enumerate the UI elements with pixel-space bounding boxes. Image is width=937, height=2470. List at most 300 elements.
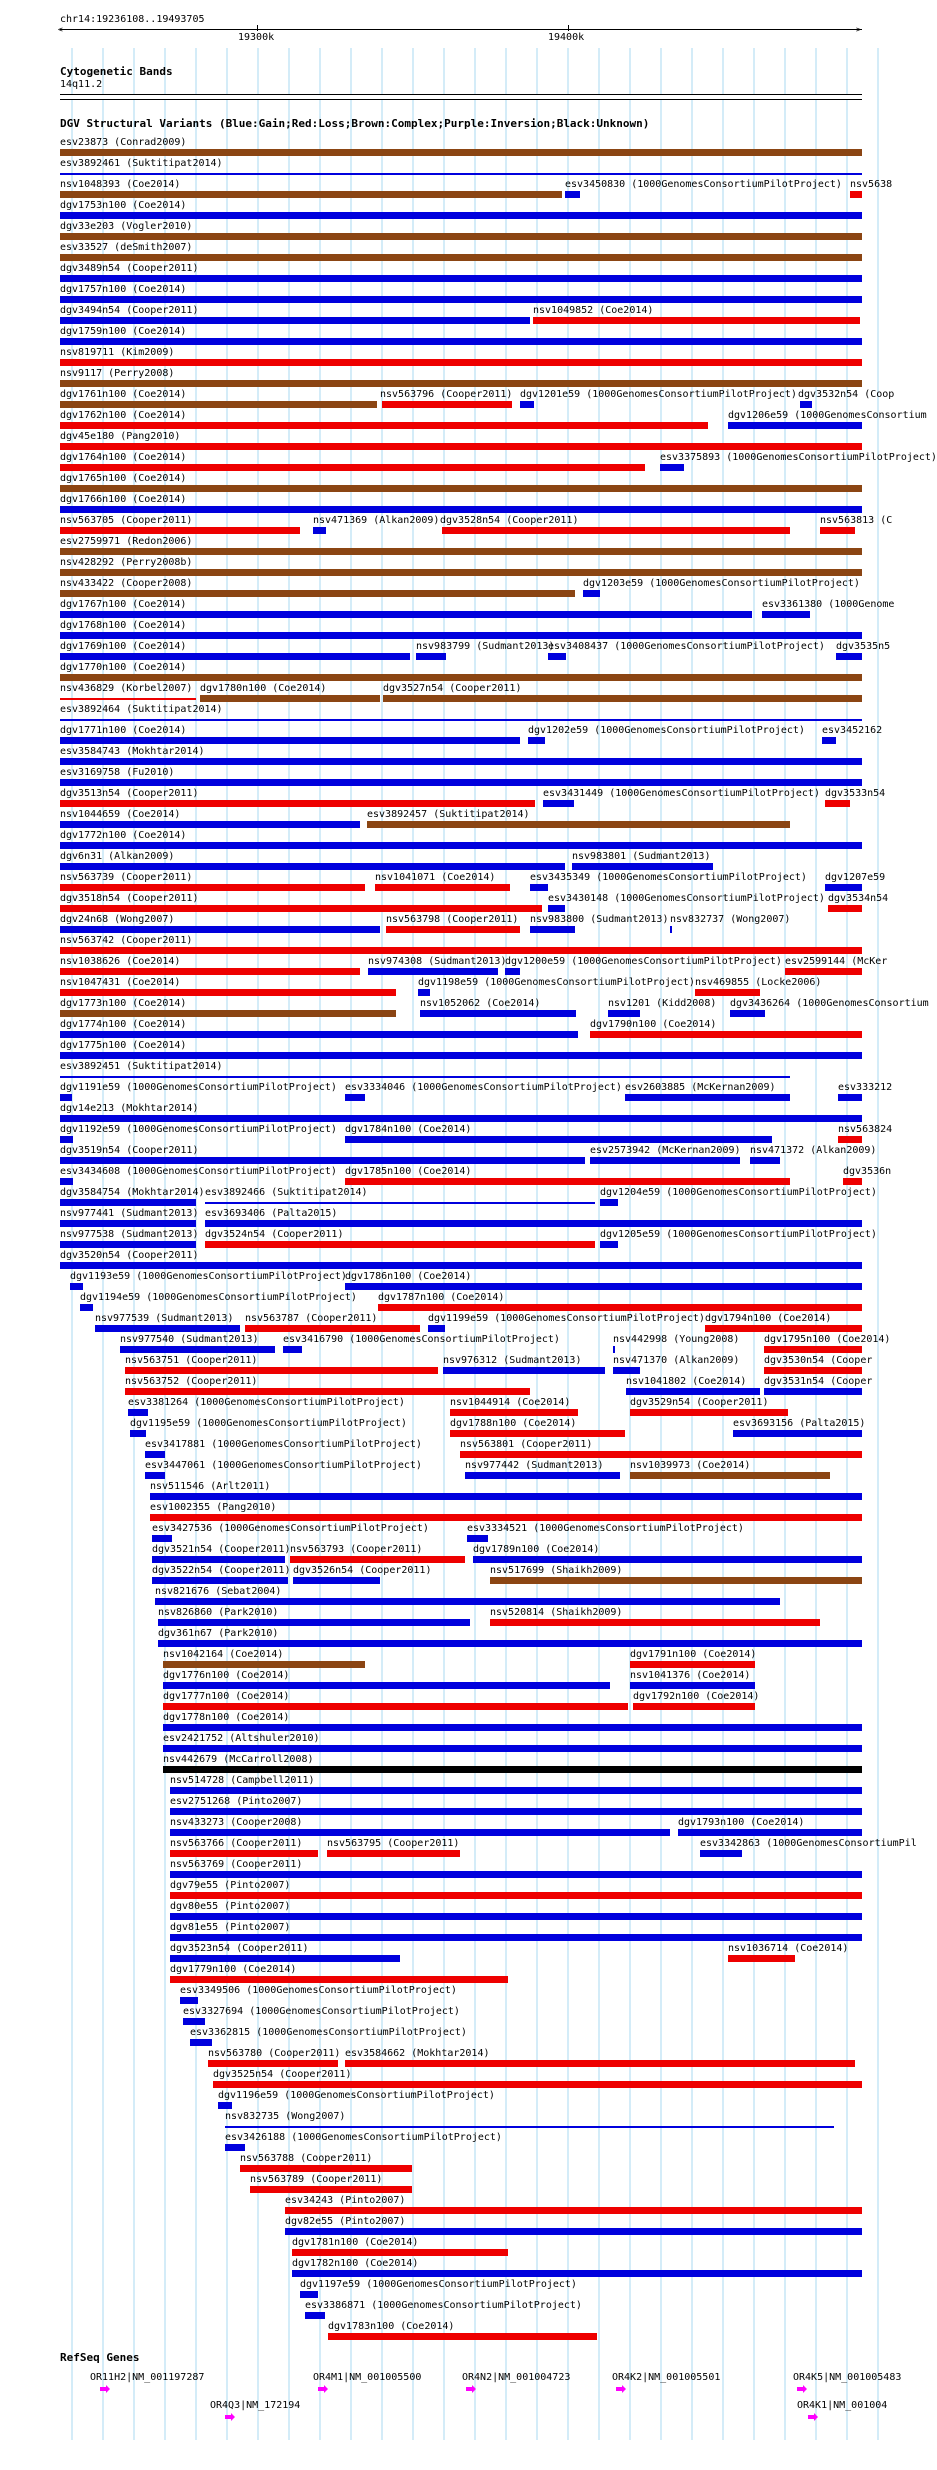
variant-bar-gain[interactable] [60, 719, 862, 721]
variant-label[interactable]: dgv3530n54 (Cooper [764, 1355, 873, 1366]
variant-bar-gain[interactable] [836, 653, 862, 660]
variant-label[interactable]: nsv471372 (Alkan2009) [750, 1145, 877, 1156]
variant-bar-gain[interactable] [225, 2126, 834, 2128]
variant-bar-gain[interactable] [733, 1430, 862, 1437]
variant-bar-gain[interactable] [822, 737, 836, 744]
variant-bar-loss[interactable] [60, 443, 862, 450]
variant-bar-loss[interactable] [60, 800, 535, 807]
variant-bar-gain[interactable] [825, 884, 862, 891]
variant-bar-loss[interactable] [378, 1304, 862, 1311]
variant-bar-gain[interactable] [60, 821, 360, 828]
variant-label[interactable]: nsv977540 (Sudmant2013) [120, 1334, 259, 1345]
variant-bar-gain[interactable] [473, 1556, 862, 1563]
variant-bar-gain[interactable] [800, 401, 812, 408]
variant-bar-loss[interactable] [290, 1556, 465, 1563]
variant-bar-complex[interactable] [383, 695, 862, 702]
variant-label[interactable]: nsv1048393 (Coe2014) [60, 179, 181, 190]
variant-label[interactable]: dgv1764n100 (Coe2014) [60, 452, 187, 463]
variant-bar-gain[interactable] [60, 1178, 73, 1185]
variant-bar-gain[interactable] [293, 1577, 380, 1584]
variant-label[interactable]: nsv563769 (Cooper2011) [170, 1859, 303, 1870]
variant-bar-gain[interactable] [60, 1136, 73, 1143]
variant-label[interactable]: dgv1788n100 (Coe2014) [450, 1418, 577, 1429]
variant-bar-loss[interactable] [850, 191, 862, 198]
variant-label[interactable]: nsv983799 (Sudmant2013) [416, 641, 555, 652]
variant-label[interactable]: dgv1776n100 (Coe2014) [163, 1670, 290, 1681]
variant-label[interactable]: nsv563752 (Cooper2011) [125, 1376, 258, 1387]
variant-bar-loss[interactable] [205, 1241, 595, 1248]
variant-bar-gain[interactable] [418, 989, 430, 996]
variant-label[interactable]: dgv1769n100 (Coe2014) [60, 641, 187, 652]
variant-label[interactable]: nsv983800 (Sudmant2013) [530, 914, 669, 925]
variant-label[interactable]: nsv520814 (Shaikh2009) [490, 1607, 623, 1618]
variant-bar-loss[interactable] [705, 1325, 862, 1332]
variant-bar-gain[interactable] [60, 632, 862, 639]
variant-bar-loss[interactable] [170, 1976, 508, 1983]
variant-bar-gain[interactable] [630, 1682, 755, 1689]
variant-bar-gain[interactable] [838, 1094, 862, 1101]
variant-label[interactable]: dgv3527n54 (Cooper2011) [383, 683, 522, 694]
variant-bar-loss[interactable] [60, 968, 360, 975]
variant-bar-loss[interactable] [450, 1409, 578, 1416]
variant-label[interactable]: nsv976312 (Sudmant2013) [443, 1355, 582, 1366]
variant-bar-gain[interactable] [60, 1076, 790, 1078]
variant-label[interactable]: dgv1766n100 (Coe2014) [60, 494, 187, 505]
variant-bar-gain[interactable] [730, 1010, 765, 1017]
variant-bar-gain[interactable] [60, 863, 565, 870]
variant-bar-gain[interactable] [60, 296, 862, 303]
variant-bar-gain[interactable] [170, 1871, 862, 1878]
variant-bar-gain[interactable] [345, 1094, 365, 1101]
variant-bar-loss[interactable] [442, 527, 790, 534]
variant-label[interactable]: dgv1753n100 (Coe2014) [60, 200, 187, 211]
variant-bar-gain[interactable] [520, 401, 534, 408]
variant-label[interactable]: dgv1791n100 (Coe2014) [630, 1649, 757, 1660]
variant-label[interactable]: dgv1782n100 (Coe2014) [292, 2258, 419, 2269]
variant-label[interactable]: esv2603885 (McKernan2009) [625, 1082, 776, 1093]
variant-label[interactable]: nsv977538 (Sudmant2013) [60, 1229, 199, 1240]
variant-bar-gain[interactable] [80, 1304, 93, 1311]
variant-label[interactable]: dgv1785n100 (Coe2014) [345, 1166, 472, 1177]
variant-label[interactable]: nsv983801 (Sudmant2013) [572, 851, 711, 862]
variant-bar-gain[interactable] [163, 1724, 862, 1731]
variant-bar-gain[interactable] [60, 212, 862, 219]
variant-bar-gain[interactable] [292, 2270, 862, 2277]
variant-bar-loss[interactable] [170, 1850, 318, 1857]
variant-bar-gain[interactable] [300, 2291, 318, 2298]
variant-label[interactable]: dgv1775n100 (Coe2014) [60, 1040, 187, 1051]
variant-bar-gain[interactable] [670, 926, 672, 933]
variant-bar-gain[interactable] [613, 1346, 615, 1353]
variant-bar-loss[interactable] [590, 1031, 862, 1038]
variant-label[interactable]: esv3430148 (1000GenomesConsortiumPilotProject) [548, 893, 825, 904]
variant-label[interactable]: dgv1779n100 (Coe2014) [170, 1964, 297, 1975]
variant-label[interactable]: nsv821676 (Sebat2004) [155, 1586, 282, 1597]
variant-bar-gain[interactable] [60, 653, 410, 660]
variant-label[interactable]: nsv826860 (Park2010) [158, 1607, 279, 1618]
variant-label[interactable]: dgv1774n100 (Coe2014) [60, 1019, 187, 1030]
variant-label[interactable]: dgv3584754 (Mokhtar2014) [60, 1187, 205, 1198]
variant-label[interactable]: nsv1052062 (Coe2014) [420, 998, 541, 1009]
variant-label[interactable]: dgv1780n100 (Coe2014) [200, 683, 327, 694]
variant-bar-complex[interactable] [60, 254, 862, 261]
variant-bar-complex[interactable] [60, 191, 562, 198]
variant-bar-gain[interactable] [170, 1808, 862, 1815]
variant-bar-gain[interactable] [565, 191, 580, 198]
variant-bar-loss[interactable] [820, 527, 855, 534]
variant-bar-gain[interactable] [170, 1955, 400, 1962]
variant-label[interactable]: dgv1203e59 (1000GenomesConsortiumPilotProject) [583, 578, 860, 589]
variant-bar-loss[interactable] [764, 1346, 862, 1353]
variant-label[interactable]: nsv511546 (Arlt2011) [150, 1481, 271, 1492]
cyto-band-bar[interactable] [60, 94, 862, 100]
variant-label[interactable]: dgv1789n100 (Coe2014) [473, 1544, 600, 1555]
variant-bar-gain[interactable] [583, 590, 600, 597]
variant-label[interactable]: nsv9117 (Perry2008) [60, 368, 175, 379]
variant-bar-gain[interactable] [728, 422, 770, 429]
variant-bar-loss[interactable] [170, 1892, 862, 1899]
variant-bar-gain[interactable] [60, 275, 862, 282]
variant-bar-gain[interactable] [60, 1220, 196, 1227]
variant-bar-gain[interactable] [420, 1010, 576, 1017]
variant-label[interactable]: dgv81e55 (Pinto2007) [170, 1922, 291, 1933]
variant-bar-gain[interactable] [572, 863, 713, 870]
variant-label[interactable]: nsv1044914 (Coe2014) [450, 1397, 571, 1408]
variant-bar-gain[interactable] [218, 2102, 232, 2109]
variant-label[interactable]: esv33527 (deSmith2007) [60, 242, 193, 253]
variant-label[interactable]: nsv1044659 (Coe2014) [60, 809, 181, 820]
variant-label[interactable]: dgv1765n100 (Coe2014) [60, 473, 187, 484]
variant-bar-loss[interactable] [633, 1703, 755, 1710]
gene-glyph[interactable] [466, 2385, 476, 2393]
refseq-track-title[interactable]: RefSeq Genes [60, 2351, 140, 2364]
variant-bar-gain[interactable] [152, 1535, 172, 1542]
variant-label[interactable]: dgv1794n100 (Coe2014) [705, 1313, 832, 1324]
variant-label[interactable]: esv3892466 (Suktitipat2014) [205, 1187, 368, 1198]
variant-label[interactable]: dgv1205e59 (1000GenomesConsortiumPilotProject) [600, 1229, 877, 1240]
variant-label[interactable]: dgv3532n54 (Coop [798, 389, 895, 400]
variant-bar-gain[interactable] [305, 2312, 325, 2319]
variant-bar-gain[interactable] [163, 1745, 862, 1752]
variant-bar-unknown[interactable] [163, 1766, 862, 1773]
variant-bar-loss[interactable] [490, 1619, 820, 1626]
variant-label[interactable]: esv3381264 (1000GenomesConsortiumPilotProject) [128, 1397, 405, 1408]
variant-bar-gain[interactable] [283, 1346, 302, 1353]
variant-label[interactable]: dgv1202e59 (1000GenomesConsortiumPilotProject) [528, 725, 805, 736]
variant-bar-gain[interactable] [60, 1115, 862, 1122]
variant-label[interactable]: esv3693406 (Palta2015) [205, 1208, 338, 1219]
variant-label[interactable]: nsv471369 (Alkan2009) [313, 515, 440, 526]
variant-label[interactable]: esv2759971 (Redon2006) [60, 536, 193, 547]
variant-bar-gain[interactable] [145, 1472, 165, 1479]
variant-label[interactable]: dgv1781n100 (Coe2014) [292, 2237, 419, 2248]
variant-label[interactable]: nsv1047431 (Coe2014) [60, 977, 181, 988]
variant-label[interactable]: nsv977441 (Sudmant2013) [60, 1208, 199, 1219]
variant-bar-loss[interactable] [125, 1367, 438, 1374]
variant-bar-gain[interactable] [183, 2018, 205, 2025]
variant-label[interactable]: esv3693156 (Palta2015) [733, 1418, 866, 1429]
variant-bar-complex[interactable] [60, 674, 862, 681]
variant-bar-gain[interactable] [505, 968, 520, 975]
variant-bar-gain[interactable] [626, 1388, 760, 1395]
variant-label[interactable]: nsv563766 (Cooper2011) [170, 1838, 303, 1849]
variant-label[interactable]: nsv1039973 (Coe2014) [630, 1460, 751, 1471]
variant-bar-loss[interactable] [375, 884, 510, 891]
variant-label[interactable]: dgv14e213 (Mokhtar2014) [60, 1103, 199, 1114]
variant-bar-gain[interactable] [205, 1220, 862, 1227]
variant-label[interactable]: esv3452162 [822, 725, 883, 736]
variant-bar-gain[interactable] [60, 779, 862, 786]
variant-bar-loss[interactable] [60, 359, 862, 366]
variant-bar-loss[interactable] [695, 989, 760, 996]
variant-bar-loss[interactable] [828, 905, 862, 912]
variant-label[interactable]: dgv1767n100 (Coe2014) [60, 599, 187, 610]
variant-label[interactable]: dgv1787n100 (Coe2014) [378, 1292, 505, 1303]
variant-label[interactable]: nsv442679 (McCarroll2008) [163, 1754, 314, 1765]
variant-label[interactable]: nsv563795 (Cooper2011) [327, 1838, 460, 1849]
variant-bar-gain[interactable] [762, 611, 810, 618]
variant-bar-gain[interactable] [150, 1493, 862, 1500]
variant-bar-gain[interactable] [60, 1052, 862, 1059]
variant-bar-loss[interactable] [630, 1409, 788, 1416]
variant-label[interactable]: dgv1757n100 (Coe2014) [60, 284, 187, 295]
variant-bar-complex[interactable] [60, 233, 862, 240]
variant-label[interactable]: dgv1204e59 (1000GenomesConsortiumPilotProject) [600, 1187, 877, 1198]
variant-label[interactable]: esv3334521 (1000GenomesConsortiumPilotProject) [467, 1523, 744, 1534]
gene-label[interactable]: OR4K1|NM_001004 [797, 2400, 888, 2411]
variant-label[interactable]: esv1002355 (Pang2010) [150, 1502, 277, 1513]
variant-bar-gain[interactable] [467, 1535, 488, 1542]
variant-label[interactable]: esv3342863 (1000GenomesConsortiumPil [700, 1838, 917, 1849]
variant-label[interactable]: dgv1759n100 (Coe2014) [60, 326, 187, 337]
variant-bar-gain[interactable] [60, 758, 862, 765]
variant-bar-loss[interactable] [838, 1136, 862, 1143]
variant-bar-gain[interactable] [60, 317, 530, 324]
variant-label[interactable]: nsv5638 [850, 179, 893, 190]
variant-bar-gain[interactable] [60, 1199, 196, 1206]
variant-bar-complex[interactable] [60, 1010, 396, 1017]
variant-bar-gain[interactable] [678, 1829, 862, 1836]
variant-label[interactable]: dgv1193e59 (1000GenomesConsortiumPilotProject) [70, 1271, 347, 1282]
variant-label[interactable]: dgv1761n100 (Coe2014) [60, 389, 187, 400]
variant-bar-gain[interactable] [548, 653, 566, 660]
variant-label[interactable]: nsv563780 (Cooper2011) [208, 2048, 341, 2059]
variant-bar-gain[interactable] [60, 842, 862, 849]
variant-bar-complex[interactable] [200, 695, 380, 702]
variant-bar-gain[interactable] [60, 926, 380, 933]
variant-bar-loss[interactable] [240, 2165, 412, 2172]
variant-label[interactable]: esv3447061 (1000GenomesConsortiumPilotProject) [145, 1460, 422, 1471]
gene-label[interactable]: OR4K5|NM_001005483 [793, 2372, 902, 2383]
variant-label[interactable]: dgv33e203 (Vogler2010) [60, 221, 193, 232]
variant-bar-gain[interactable] [416, 653, 446, 660]
variant-label[interactable]: nsv1042164 (Coe2014) [163, 1649, 284, 1660]
variant-label[interactable]: dgv3533n54 [825, 788, 886, 799]
variant-bar-gain[interactable] [345, 1136, 772, 1143]
variant-bar-loss[interactable] [345, 1178, 790, 1185]
variant-label[interactable]: esv3427536 (1000GenomesConsortiumPilotProject) [152, 1523, 429, 1534]
variant-label[interactable]: nsv428292 (Perry2008b) [60, 557, 193, 568]
variant-bar-gain[interactable] [60, 1262, 862, 1269]
variant-label[interactable]: dgv6n31 (Alkan2009) [60, 851, 175, 862]
variant-bar-gain[interactable] [130, 1430, 146, 1437]
variant-label[interactable]: dgv45e180 (Pang2010) [60, 431, 181, 442]
variant-bar-gain[interactable] [465, 1472, 620, 1479]
variant-bar-gain[interactable] [750, 1157, 780, 1164]
variant-label[interactable]: dgv1192e59 (1000GenomesConsortiumPilotProject) [60, 1124, 337, 1135]
variant-bar-gain[interactable] [530, 926, 575, 933]
variant-bar-gain[interactable] [152, 1556, 285, 1563]
variant-bar-gain[interactable] [660, 464, 684, 471]
gene-glyph[interactable] [318, 2385, 328, 2393]
variant-label[interactable]: dgv1771n100 (Coe2014) [60, 725, 187, 736]
variant-bar-gain[interactable] [158, 1619, 470, 1626]
variant-bar-complex[interactable] [60, 590, 575, 597]
variant-label[interactable]: nsv469855 (Locke2006) [695, 977, 822, 988]
variant-bar-loss[interactable] [450, 1430, 625, 1437]
variant-label[interactable]: dgv1783n100 (Coe2014) [328, 2321, 455, 2332]
variant-label[interactable]: nsv433422 (Cooper2008) [60, 578, 193, 589]
variant-label[interactable]: dgv1762n100 (Coe2014) [60, 410, 187, 421]
variant-label[interactable]: dgv1200e59 (1000GenomesConsortiumPilotProject) [505, 956, 782, 967]
variant-bar-gain[interactable] [60, 611, 752, 618]
variant-bar-gain[interactable] [613, 1367, 640, 1374]
variant-bar-loss[interactable] [245, 1325, 420, 1332]
variant-label[interactable]: dgv1792n100 (Coe2014) [633, 1691, 760, 1702]
variant-label[interactable]: esv2573942 (McKernan2009) [590, 1145, 741, 1156]
variant-label[interactable]: nsv563813 (C [820, 515, 893, 526]
variant-bar-gain[interactable] [128, 1409, 148, 1416]
variant-label[interactable]: dgv3513n54 (Cooper2011) [60, 788, 199, 799]
variant-label[interactable]: esv3349506 (1000GenomesConsortiumPilotProject) [180, 1985, 457, 1996]
variant-label[interactable]: dgv3534n54 [828, 893, 889, 904]
variant-bar-gain[interactable] [170, 1913, 862, 1920]
variant-label[interactable]: esv3892451 (Suktitipat2014) [60, 1061, 223, 1072]
variant-label[interactable]: nsv563796 (Cooper2011) [380, 389, 513, 400]
variant-bar-gain[interactable] [145, 1451, 165, 1458]
variant-label[interactable]: dgv3521n54 (Cooper2011) [152, 1544, 291, 1555]
variant-label[interactable]: nsv832737 (Wong2007) [670, 914, 791, 925]
variant-bar-gain[interactable] [285, 2228, 862, 2235]
variant-label[interactable]: esv3327694 (1000GenomesConsortiumPilotProject) [183, 2006, 460, 2017]
variant-bar-gain[interactable] [590, 1157, 740, 1164]
variant-label[interactable]: esv2599144 (McKer [785, 956, 888, 967]
variant-label[interactable]: dgv1206e59 (1000GenomesConsortium [728, 410, 927, 421]
variant-label[interactable]: esv3169758 (Fu2010) [60, 767, 175, 778]
variant-bar-gain[interactable] [60, 1157, 585, 1164]
variant-label[interactable]: nsv977442 (Sudmant2013) [465, 1460, 604, 1471]
variant-bar-loss[interactable] [785, 968, 862, 975]
variant-bar-loss[interactable] [60, 698, 196, 700]
variant-label[interactable]: dgv1199e59 (1000GenomesConsortiumPilotProject) [428, 1313, 705, 1324]
variant-label[interactable]: nsv819711 (Kim2009) [60, 347, 175, 358]
variant-bar-loss[interactable] [460, 1451, 862, 1458]
variant-bar-gain[interactable] [170, 1787, 862, 1794]
gene-glyph[interactable] [616, 2385, 626, 2393]
variant-label[interactable]: dgv3528n54 (Cooper2011) [440, 515, 579, 526]
variant-label[interactable]: esv2421752 (Altshuler2010) [163, 1733, 320, 1744]
variant-bar-gain[interactable] [528, 737, 545, 744]
variant-label[interactable]: esv2751268 (Pinto2007) [170, 1796, 303, 1807]
variant-label[interactable]: esv3417881 (1000GenomesConsortiumPilotProject) [145, 1439, 422, 1450]
variant-bar-complex[interactable] [60, 548, 862, 555]
variant-label[interactable]: dgv1191e59 (1000GenomesConsortiumPilotProject) [60, 1082, 337, 1093]
variant-bar-gain[interactable] [163, 1682, 610, 1689]
variant-label[interactable]: dgv1778n100 (Coe2014) [163, 1712, 290, 1723]
variant-bar-loss[interactable] [292, 2249, 508, 2256]
variant-bar-gain[interactable] [368, 968, 498, 975]
variant-bar-gain[interactable] [158, 1640, 862, 1647]
variant-label[interactable]: nsv974308 (Sudmant2013) [368, 956, 507, 967]
variant-label[interactable]: nsv563789 (Cooper2011) [250, 2174, 383, 2185]
variant-label[interactable]: nsv517699 (Shaikh2009) [490, 1565, 623, 1576]
variant-label[interactable]: nsv514728 (Campbell2011) [170, 1775, 315, 1786]
variant-label[interactable]: dgv3523n54 (Cooper2011) [170, 1943, 309, 1954]
variant-label[interactable]: esv3584662 (Mokhtar2014) [345, 2048, 490, 2059]
variant-label[interactable]: nsv471370 (Alkan2009) [613, 1355, 740, 1366]
variant-bar-gain[interactable] [625, 1094, 790, 1101]
variant-label[interactable]: esv3386871 (1000GenomesConsortiumPilotProject) [305, 2300, 582, 2311]
variant-bar-loss[interactable] [382, 401, 512, 408]
variant-bar-loss[interactable] [60, 527, 300, 534]
variant-bar-gain[interactable] [95, 1325, 240, 1332]
variant-bar-loss[interactable] [208, 2060, 338, 2067]
variant-label[interactable]: esv3892457 (Suktitipat2014) [367, 809, 530, 820]
variant-bar-complex[interactable] [367, 821, 790, 828]
variant-bar-gain[interactable] [530, 884, 548, 891]
variant-bar-gain[interactable] [60, 1094, 72, 1101]
variant-bar-gain[interactable] [170, 1934, 862, 1941]
variant-label[interactable]: esv3892464 (Suktitipat2014) [60, 704, 223, 715]
variant-bar-loss[interactable] [328, 2333, 597, 2340]
variant-bar-loss[interactable] [60, 947, 862, 954]
variant-bar-loss[interactable] [60, 884, 365, 891]
variant-label[interactable]: nsv563788 (Cooper2011) [240, 2153, 373, 2164]
variant-bar-loss[interactable] [285, 2207, 862, 2214]
variant-bar-complex[interactable] [630, 1472, 830, 1479]
gene-label[interactable]: OR4M1|NM_001005500 [313, 2372, 422, 2383]
variant-bar-gain[interactable] [70, 1283, 83, 1290]
variant-label[interactable]: dgv1201e59 (1000GenomesConsortiumPilotProject) [520, 389, 797, 400]
variant-bar-loss[interactable] [345, 2060, 855, 2067]
variant-label[interactable]: dgv1784n100 (Coe2014) [345, 1124, 472, 1135]
variant-label[interactable]: nsv563739 (Cooper2011) [60, 872, 193, 883]
gene-label[interactable]: OR4Q3|NM_172194 [210, 2400, 301, 2411]
variant-label[interactable]: dgv1196e59 (1000GenomesConsortiumPilotProject) [218, 2090, 495, 2101]
variant-label[interactable]: dgv3524n54 (Cooper2011) [205, 1229, 344, 1240]
variant-label[interactable]: nsv442998 (Young2008) [613, 1334, 740, 1345]
variant-label[interactable]: nsv832735 (Wong2007) [225, 2111, 346, 2122]
variant-bar-loss[interactable] [250, 2186, 412, 2193]
variant-bar-gain[interactable] [345, 1283, 862, 1290]
variant-bar-gain[interactable] [700, 1850, 742, 1857]
variant-label[interactable]: nsv563705 (Cooper2011) [60, 515, 193, 526]
variant-bar-gain[interactable] [120, 1346, 275, 1353]
variant-label[interactable]: nsv977539 (Sudmant2013) [95, 1313, 234, 1324]
variant-label[interactable]: esv3450830 (1000GenomesConsortiumPilotProject) [565, 179, 842, 190]
gene-glyph[interactable] [797, 2385, 807, 2393]
variant-label[interactable]: dgv1197e59 (1000GenomesConsortiumPilotProject) [300, 2279, 577, 2290]
variant-bar-gain[interactable] [608, 1010, 640, 1017]
variant-bar-gain[interactable] [443, 1367, 605, 1374]
variant-bar-gain[interactable] [60, 1241, 196, 1248]
variant-label[interactable]: dgv80e55 (Pinto2007) [170, 1901, 291, 1912]
variant-label[interactable]: dgv1770n100 (Coe2014) [60, 662, 187, 673]
variant-bar-loss[interactable] [533, 317, 860, 324]
variant-label[interactable]: dgv1773n100 (Coe2014) [60, 998, 187, 1009]
variant-bar-loss[interactable] [825, 800, 850, 807]
variant-bar-complex[interactable] [60, 485, 862, 492]
